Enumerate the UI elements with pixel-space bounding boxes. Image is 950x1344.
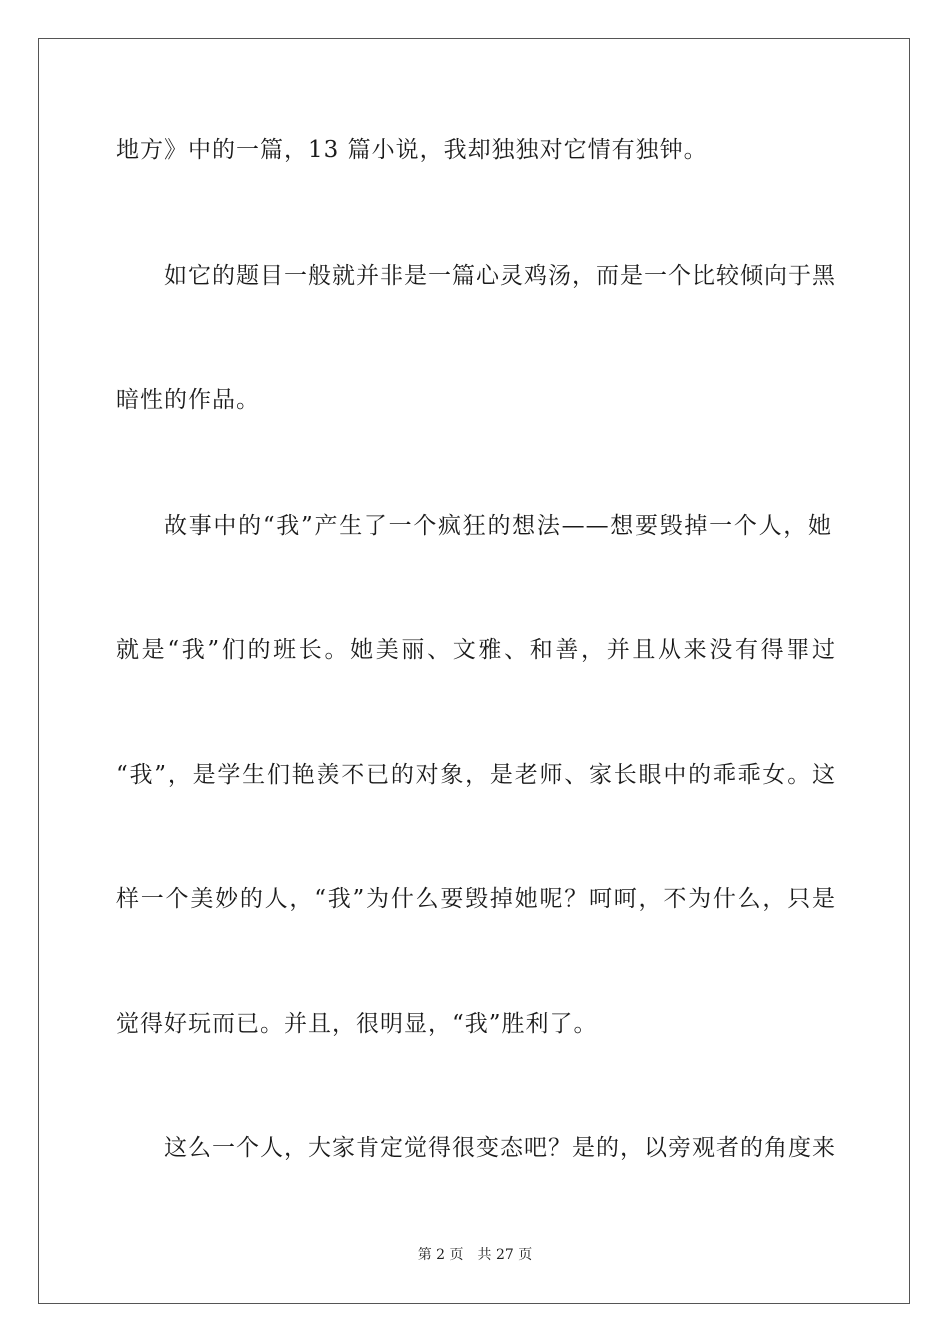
text-line-9: 这么一个人，大家肯定觉得很变态吧？是的，以旁观者的角度来 [164,1135,836,1161]
text-line-6: “我”，是学生们艳羡不已的对象，是老师、家长眼中的乖乖女。这 [116,762,836,788]
page-frame [38,38,910,1304]
page-total: 共 27 页 [477,1247,533,1263]
text-line-4: 故事中的“我”产生了一个疯狂的想法——想要毁掉一个人，她 [164,513,832,539]
text-line-8: 觉得好玩而已。并且，很明显，“我”胜利了。 [116,1011,598,1037]
text-line-2: 如它的题目一般就并非是一篇心灵鸡汤，而是一个比较倾向于黑 [164,263,836,289]
page-number: 第 2 页 [417,1247,464,1263]
text-line-5: 就是“我”们的班长。她美丽、文雅、和善，并且从来没有得罪过 [116,637,836,663]
text-line-7: 样一个美妙的人，“我”为什么要毁掉她呢？呵呵，不为什么，只是 [116,886,836,912]
text-line-1: 地方》中的一篇，13 篇小说，我却独独对它情有独钟。 [116,137,708,163]
text-line-3: 暗性的作品。 [116,387,260,413]
page-footer [0,1245,950,1265]
